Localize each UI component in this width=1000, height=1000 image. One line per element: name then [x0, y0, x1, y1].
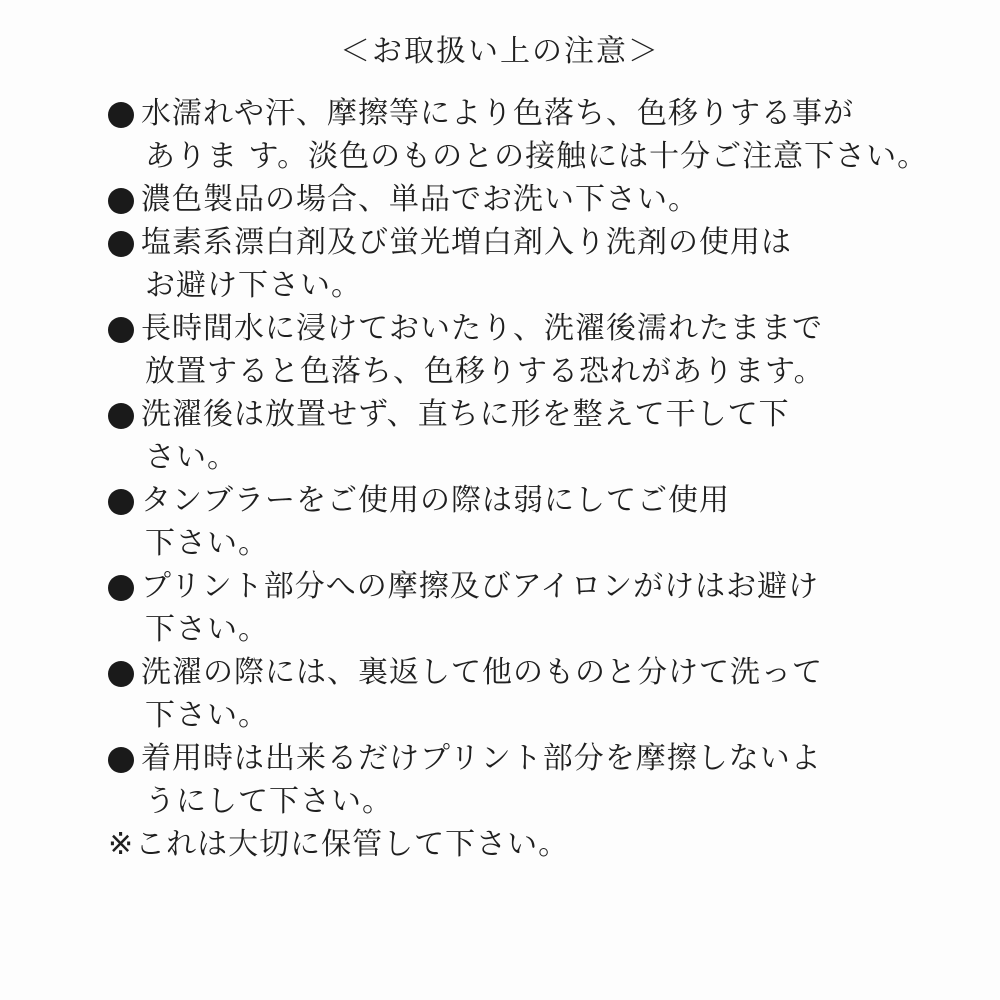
bullet-dot-icon — [108, 102, 134, 128]
item-line: タンブラーをご使用の際は弱にしてご使用 — [141, 483, 730, 518]
bullet-dot-icon — [108, 575, 134, 601]
bullet-dot-icon — [108, 403, 134, 429]
list-item — [108, 565, 908, 651]
list-item — [108, 651, 908, 737]
item-line: 下さい。 — [145, 698, 269, 733]
item-line: お避け下さい。 — [145, 268, 362, 303]
bullet-dot-icon — [108, 231, 134, 257]
list-item — [108, 307, 908, 393]
item-line: 下さい。 — [145, 612, 269, 647]
reference-mark: ※ — [108, 827, 134, 862]
item-line: さい。 — [145, 440, 238, 475]
list-item — [108, 393, 908, 479]
item-line: 長時間水に浸けておいたり、洗濯後濡れたままで — [141, 311, 823, 346]
bullet-dot-icon — [108, 317, 134, 343]
item-line: うにして下さい。 — [145, 784, 393, 819]
item-line: 水濡れや汗、摩擦等により色落ち、色移りする事が — [141, 96, 854, 131]
bullet-dot-icon — [108, 188, 134, 214]
note-text: これは大切に保管して下さい。 — [135, 827, 570, 862]
item-line: プリント部分への摩擦及びアイロンがけはお避け — [141, 569, 820, 604]
storage-note — [108, 823, 908, 866]
item-line: 放置すると色落ち、色移りする恐れがあります。 — [145, 354, 825, 389]
item-line: 洗濯後は放置せず、直ちに形を整えて干して下 — [141, 397, 790, 432]
bullet-dot-icon — [108, 747, 134, 773]
page-title: ＜お取扱い上の注意＞ — [340, 34, 660, 69]
item-line: 洗濯の際には、裏返して他のものと分けて洗って — [141, 655, 823, 690]
list-item — [108, 479, 908, 565]
list-item — [108, 221, 908, 307]
bullet-dot-icon — [108, 489, 134, 515]
list-item — [108, 737, 908, 823]
item-line: 下さい。 — [145, 526, 269, 561]
bullet-dot-icon — [108, 661, 134, 687]
list-item — [108, 92, 929, 178]
item-line: 塩素系漂白剤及び蛍光増白剤入り洗剤の使用は — [141, 225, 792, 260]
item-line: 濃色製品の場合、単品でお洗い下さい。 — [141, 182, 699, 217]
caution-list — [108, 92, 929, 866]
item-line: ありま す。淡色のものとの接触には十分ご注意下さい。 — [145, 139, 929, 174]
list-item — [108, 178, 908, 221]
item-line: 着用時は出来るだけプリント部分を摩擦しないよ — [141, 741, 822, 776]
